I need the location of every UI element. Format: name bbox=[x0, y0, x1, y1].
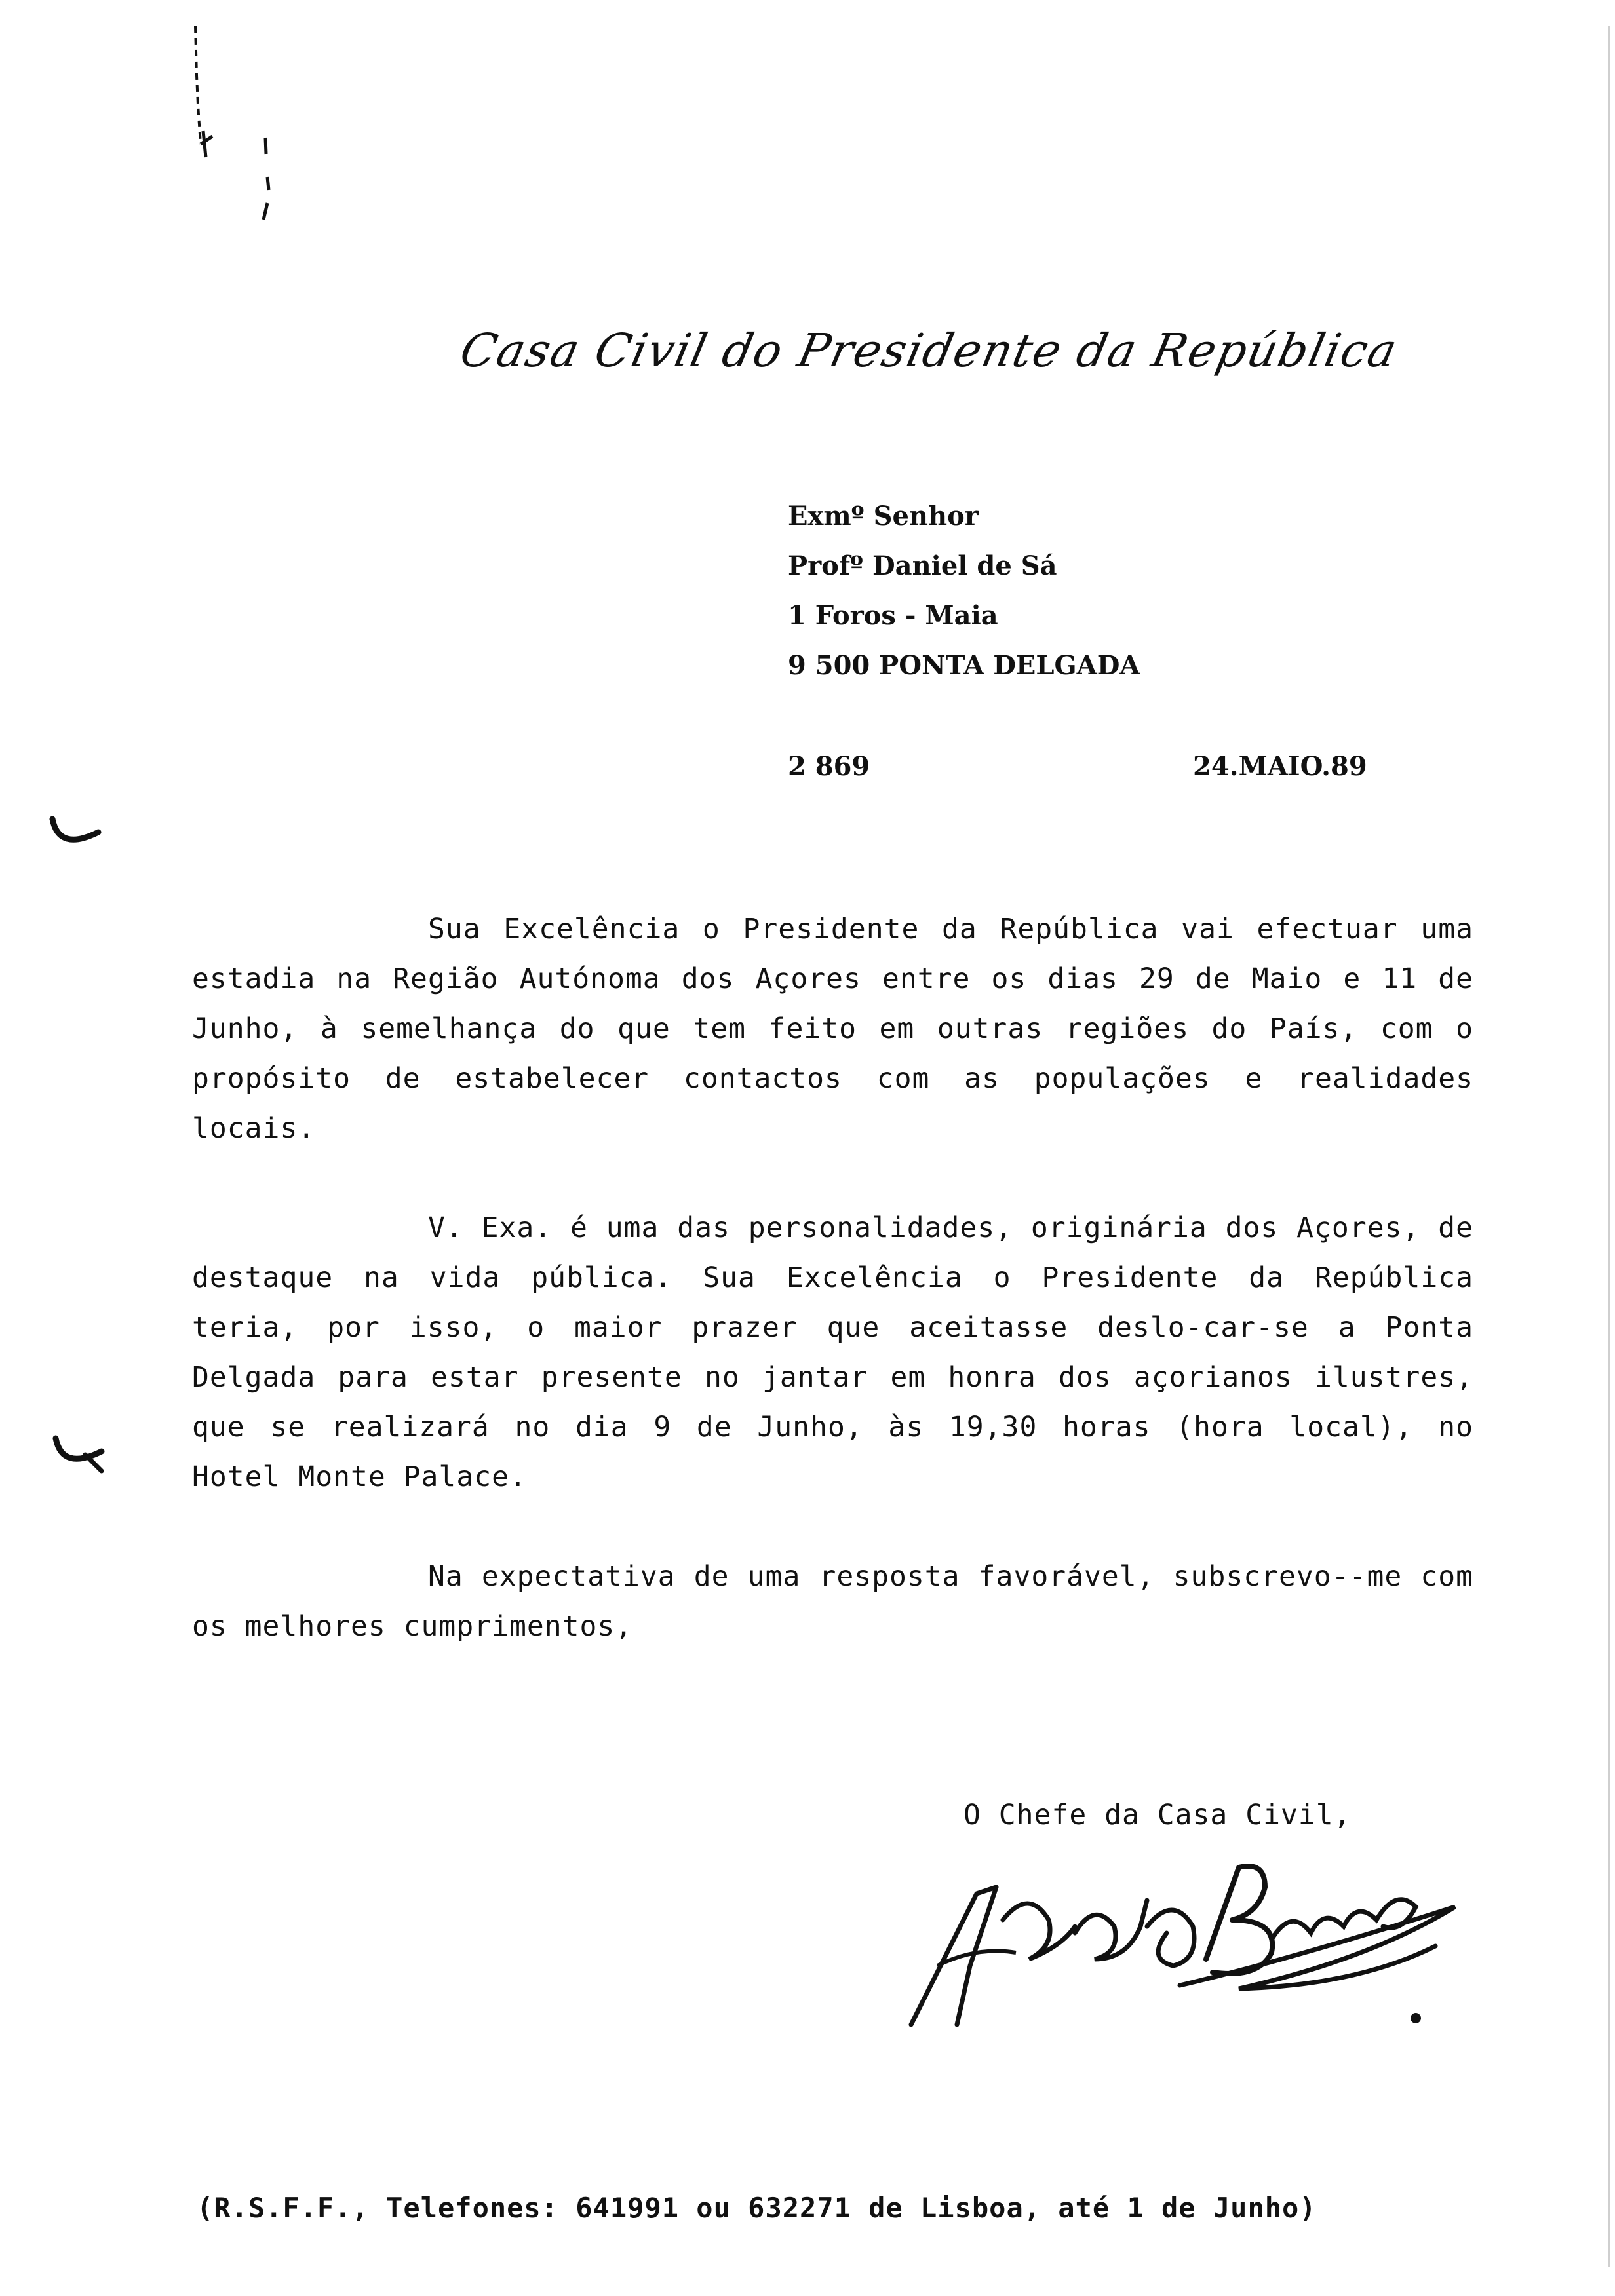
recipient-salutation: Exmº Senhor bbox=[788, 501, 979, 531]
recipient-city: 9 500 PONTA DELGADA bbox=[788, 650, 1140, 681]
reference-number: 2 869 bbox=[788, 751, 870, 782]
letterhead bbox=[452, 308, 1403, 393]
body-paragraph-1: Sua Excelência o Presidente da República vai efectuar uma estadia na Região Autónoma dos Açores entre os dias 29 de Maio e 11 de Junho, à semelhança do que tem feito em outras regiões do País, com o propósito de estabelecer contactos com as populações e realidades locais. bbox=[192, 913, 1473, 1145]
body-paragraph-2: V. Exa. é uma das personalidades, originária dos Açores, de destaque na vida pública. Sua Excelência o Presidente da República teria, por isso, o maior prazer que aceitasse deslo-car-se a Ponta Delgada para estar presente no jantar em honra dos açorianos ilustres, que se realizará no dia 9 de Junho, às 19,30 horas (hora local), no Hotel Monte Palace. bbox=[192, 1212, 1473, 1493]
letter-body bbox=[192, 904, 1473, 1701]
recipient-street: 1 Foros - Maia bbox=[788, 600, 998, 631]
closing-line: O Chefe da Casa Civil, bbox=[963, 1799, 1352, 1831]
punch-hole-mark bbox=[46, 806, 105, 858]
punch-hole-mark bbox=[49, 1425, 108, 1478]
page-edge-shadow bbox=[1608, 26, 1610, 2267]
handwritten-signature bbox=[898, 1848, 1462, 2038]
recipient-address bbox=[788, 491, 1140, 691]
letterhead-text: Casa Civil do Presidente da República bbox=[456, 324, 1403, 377]
footer-note: (R.S.F.F., Telefones: 641991 ou 632271 de Lisboa, até 1 de Junho) bbox=[197, 2192, 1317, 2224]
recipient-name: Profº Daniel de Sá bbox=[788, 550, 1057, 581]
handwritten-marks bbox=[184, 13, 288, 229]
body-paragraph-3: Na expectativa de uma resposta favorável, subscrevo--me com os melhores cumprimentos, bbox=[192, 1560, 1473, 1643]
letter-date: 24.MAIO.89 bbox=[1193, 751, 1367, 782]
